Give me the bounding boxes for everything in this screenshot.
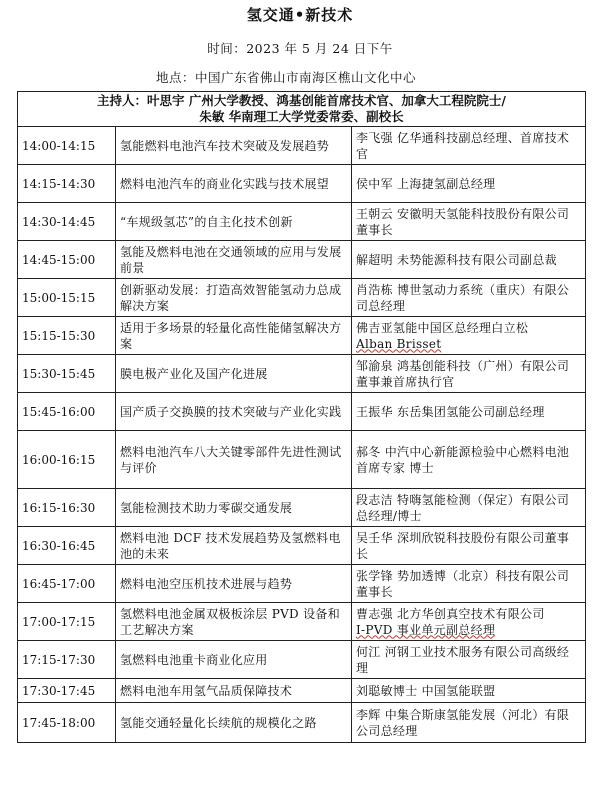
event-time: 时间：2023 年 5 月 24 日下午 (207, 41, 393, 56)
agenda-body (18, 92, 586, 743)
session-time: 15:30-15:45 (18, 355, 116, 393)
agenda-row (18, 679, 586, 703)
session-speaker: 李飞强 亿华通科技副总经理、首席技术官 (352, 127, 586, 165)
session-topic: 氢能检测技术助力零碳交通发展 (116, 489, 352, 527)
session-speaker: 解超明 未势能源科技有限公司副总裁 (352, 241, 586, 279)
session-time: 15:45-16:00 (18, 393, 116, 431)
agenda-row (18, 603, 586, 641)
session-topic: 氢燃料电池重卡商业化应用 (116, 641, 352, 679)
session-speaker: 张学锋 势加透博（北京）科技有限公司董事长 (352, 565, 586, 603)
session-speaker: 李辉 中集合斯康氢能发展（河北）有限公司总经理 (352, 703, 586, 743)
agenda-row (18, 165, 586, 203)
speaker-extra-text: Alban Brisset (356, 336, 442, 351)
event-venue: 地点：中国广东省佛山市南海区樵山文化中心 (156, 70, 417, 85)
session-speaker: 侯中军 上海捷氢副总经理 (352, 165, 586, 203)
session-topic: 适用于多场景的轻量化高性能储氢解决方案 (116, 317, 352, 355)
session-topic: 膜电极产业化及国产化进展 (116, 355, 352, 393)
session-time: 17:00-17:15 (18, 603, 116, 641)
agenda-row (18, 355, 586, 393)
session-speaker: 刘聪敏博士 中国氢能联盟 (352, 679, 586, 703)
agenda-row (18, 431, 586, 489)
speaker-main-text: 佛吉亚氢能中国区总经理白立松 (356, 320, 529, 335)
session-time: 15:00-15:15 (18, 279, 116, 317)
session-time: 16:15-16:30 (18, 489, 116, 527)
session-topic: 氢能及燃料电池在交通领域的应用与发展前景 (116, 241, 352, 279)
agenda-table (17, 91, 586, 743)
session-topic: 氢能交通轻量化长续航的规模化之路 (116, 703, 352, 743)
session-speaker (352, 603, 586, 641)
agenda-row (18, 527, 586, 565)
session-time: 17:45-18:00 (18, 703, 116, 743)
session-time: 14:15-14:30 (18, 165, 116, 203)
agenda-row (18, 241, 586, 279)
session-topic: 氢燃料电池金属双极板涂层 PVD 设备和工艺解决方案 (116, 603, 352, 641)
session-time: 15:15-15:30 (18, 317, 116, 355)
session-speaker (352, 317, 586, 355)
session-time: 16:30-16:45 (18, 527, 116, 565)
session-speaker: 邹渝泉 鸿基创能科技（广州）有限公司董事兼首席执行官 (352, 355, 586, 393)
agenda-row (18, 279, 586, 317)
session-speaker: 吴壬华 深圳欣锐科技股份有限公司董事长 (352, 527, 586, 565)
session-topic: 燃料电池汽车的商业化实践与技术展望 (116, 165, 352, 203)
session-topic: 国产质子交换膜的技术突破与产业化实践 (116, 393, 352, 431)
host-cell (18, 92, 586, 127)
session-topic: “车规级氢芯”的自主化技术创新 (116, 203, 352, 241)
session-time: 17:30-17:45 (18, 679, 116, 703)
session-time: 14:00-14:15 (18, 127, 116, 165)
speaker-extra-text: I-PVD 事业单元副总经理 (356, 622, 496, 637)
session-speaker: 王振华 东岳集团氢能公司副总经理 (352, 393, 586, 431)
session-topic: 燃料电池车用氢气品质保障技术 (116, 679, 352, 703)
session-topic: 燃料电池 DCF 技术发展趋势及氢燃料电池的未来 (116, 527, 352, 565)
session-speaker: 肖浩栋 博世氢动力系统（重庆）有限公司总经理 (352, 279, 586, 317)
agenda-row (18, 127, 586, 165)
session-time: 14:45-15:00 (18, 241, 116, 279)
session-topic: 创新驱动发展：打造高效智能氢动力总成解决方案 (116, 279, 352, 317)
session-topic: 燃料电池汽车八大关键零部件先进性测试与评价 (116, 431, 352, 489)
session-speaker: 郝冬 中汽中心新能源检验中心燃料电池首席专家 博士 (352, 431, 586, 489)
session-time: 14:30-14:45 (18, 203, 116, 241)
session-speaker: 段志洁 特嗨氢能检测（保定）有限公司 总经理/博士 (352, 489, 586, 527)
session-speaker: 何江 河钢工业技术服务有限公司高级经理 (352, 641, 586, 679)
session-topic: 氢能燃料电池汽车技术突破及发展趋势 (116, 127, 352, 165)
speaker-main-text: 曹志强 北方华创真空技术有限公司 (356, 606, 545, 621)
agenda-row (18, 317, 586, 355)
agenda-row (18, 565, 586, 603)
page-title: 氢交通•新技术 (246, 6, 354, 24)
session-time: 16:00-16:15 (18, 431, 116, 489)
host-line-2: 朱敏 华南理工大学党委常委、副校长 (199, 109, 404, 124)
agenda-row (18, 203, 586, 241)
session-speaker: 王朝云 安徽明天氢能科技股份有限公司董事长 (352, 203, 586, 241)
agenda-row (18, 393, 586, 431)
host-row (18, 92, 586, 127)
agenda-row (18, 489, 586, 527)
session-time: 17:15-17:30 (18, 641, 116, 679)
host-line-1: 主持人：叶思宇 广州大学教授、鸿基创能首席技术官、加拿大工程院院士/ (97, 93, 506, 108)
agenda-row (18, 641, 586, 679)
session-topic: 燃料电池空压机技术进展与趋势 (116, 565, 352, 603)
agenda-row (18, 703, 586, 743)
session-time: 16:45-17:00 (18, 565, 116, 603)
